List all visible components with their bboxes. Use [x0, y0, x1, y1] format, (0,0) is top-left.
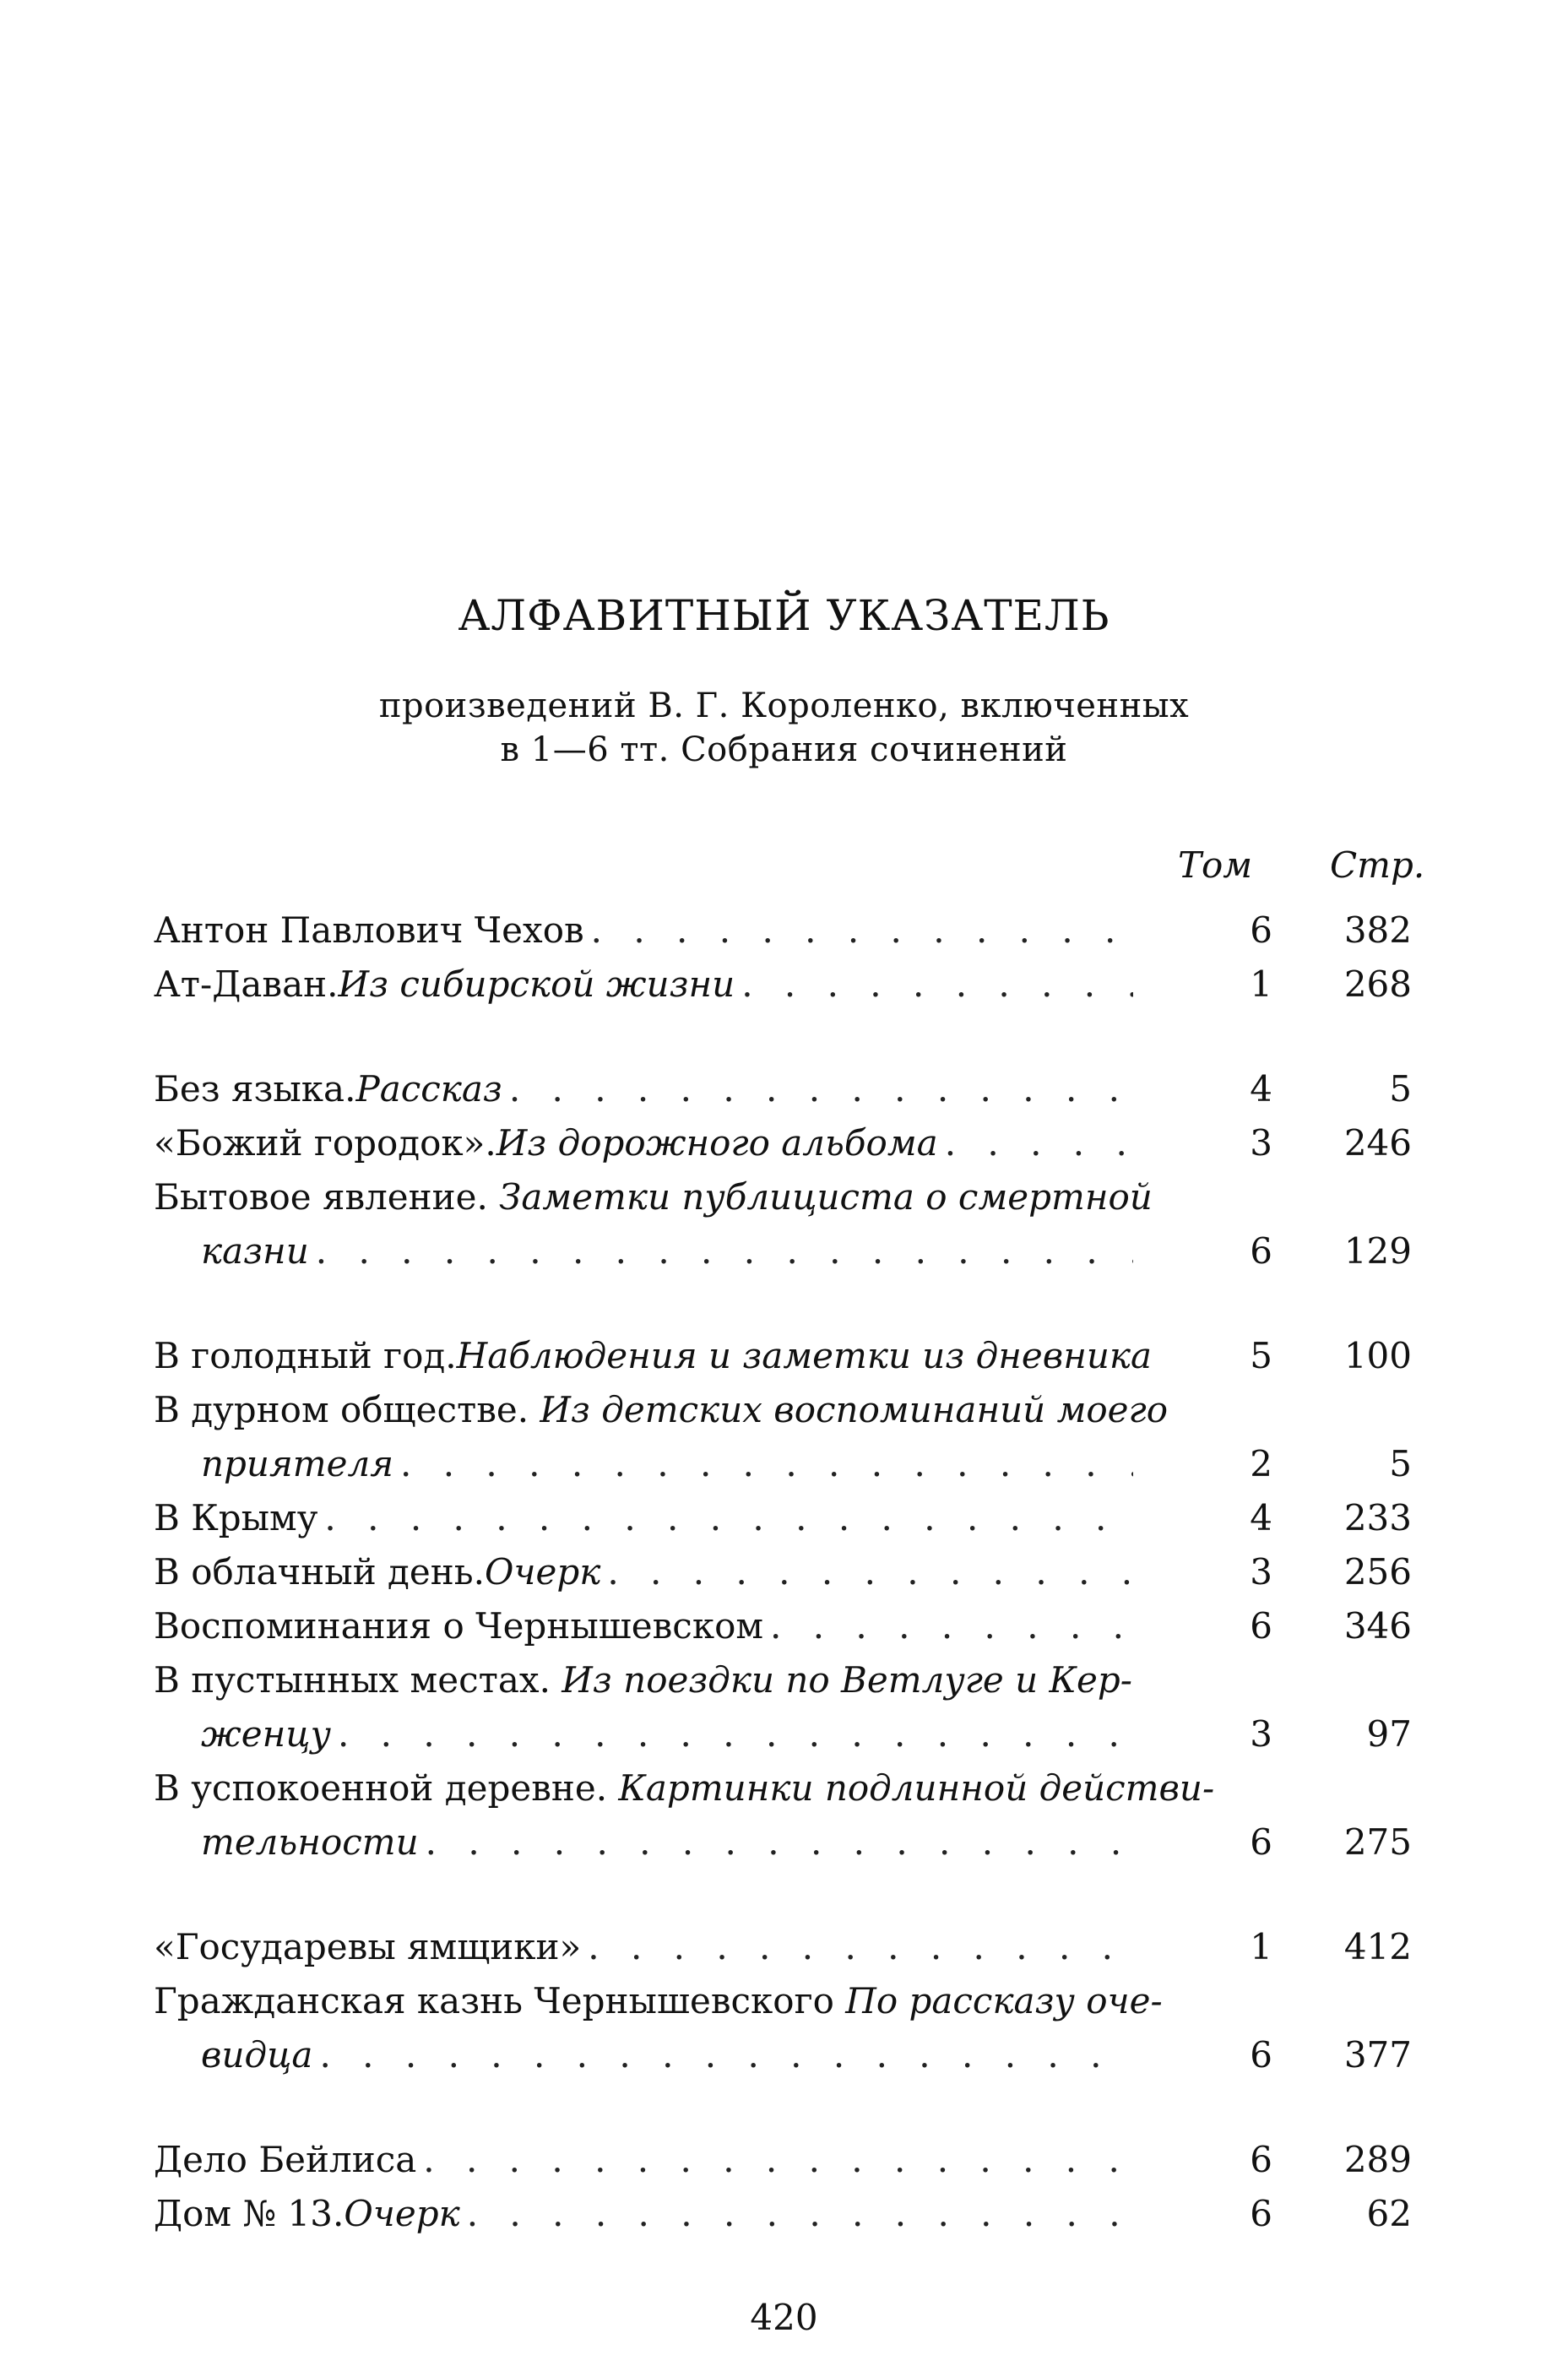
entry-page: 5 [1389, 1443, 1412, 1484]
index-group [154, 1062, 1412, 1278]
subtitle-line-1: произведений В. Г. Короленко, включенных [378, 686, 1190, 725]
entry-title: Гражданская казнь Чернышевского [154, 1980, 846, 2021]
entry-volume: 6 [1250, 2139, 1272, 2180]
entry-continuation: тельности [201, 1821, 419, 1863]
entry-page: 97 [1366, 1713, 1412, 1755]
entry-page: 246 [1343, 1122, 1412, 1164]
entry-title: В голодный год. [154, 1335, 457, 1376]
entry-volume: 1 [1250, 963, 1272, 1005]
index-entry [154, 904, 1412, 958]
entry-volume: 3 [1250, 1713, 1272, 1755]
index-entry [154, 1761, 1412, 1869]
page-number: 420 [750, 2297, 818, 2338]
entry-line [154, 1383, 1412, 1437]
entry-title: В пустынных местах. [154, 1659, 562, 1701]
index-entry [154, 1062, 1412, 1116]
index-entry [154, 958, 1412, 1012]
entry-subtitle: Наблюдения и заметки из дневника [456, 1335, 1153, 1376]
entry-page: 5 [1389, 1068, 1412, 1110]
leader-dots [770, 1599, 1133, 1653]
entry-title: Антон Павлович Чехов [154, 909, 584, 951]
leader-dots [588, 1920, 1133, 1974]
index-entry [154, 1545, 1412, 1599]
entry-page: 268 [1343, 963, 1412, 1005]
entry-volume: 5 [1250, 1335, 1272, 1376]
entry-title: Дело Бейлиса [154, 2139, 417, 2180]
column-header-volume: Том [1178, 844, 1253, 886]
index-title: АЛФАВИТНЫЙ УКАЗАТЕЛЬ [458, 591, 1110, 640]
index-entry [154, 1116, 1412, 1170]
leader-dots [316, 1224, 1133, 1278]
index-entry [154, 1170, 1412, 1278]
entry-subtitle: Заметки публициста о смертной [499, 1176, 1153, 1218]
entry-page: 346 [1343, 1605, 1412, 1647]
entry-subtitle: Из сибирской жизни [338, 963, 735, 1005]
leader-dots [509, 1062, 1133, 1116]
leader-dots [591, 904, 1133, 958]
entry-page: 275 [1343, 1821, 1412, 1863]
entry-volume: 4 [1250, 1497, 1272, 1538]
index-group [154, 1329, 1412, 1869]
leader-dots [607, 1545, 1133, 1599]
entry-volume: 3 [1250, 1551, 1272, 1593]
leader-dots [741, 958, 1133, 1012]
index-group [154, 2133, 1412, 2241]
entry-page: 233 [1343, 1497, 1412, 1538]
entry-line [154, 1974, 1412, 2028]
entry-page: 289 [1343, 2139, 1412, 2180]
index-entry [154, 1599, 1412, 1653]
entry-page: 377 [1343, 2034, 1412, 2076]
entry-volume: 1 [1250, 1926, 1272, 1967]
entry-title: Ат-Даван. [154, 963, 339, 1005]
entry-title: В успокоенной деревне. [154, 1767, 619, 1809]
entry-volume: 4 [1250, 1068, 1272, 1110]
entry-subtitle: Картинки подлинной действи- [618, 1767, 1215, 1809]
entry-page: 129 [1343, 1230, 1412, 1272]
leader-dots [319, 2028, 1133, 2082]
entry-page: 256 [1343, 1551, 1412, 1593]
leader-dots [324, 1491, 1133, 1545]
entry-title: «Государевы ямщики» [154, 1926, 582, 1967]
index-entry [154, 1920, 1412, 1974]
index-entry [154, 1491, 1412, 1545]
entry-subtitle: Из поездки по Ветлуге и Кер- [562, 1659, 1132, 1701]
leader-dots [945, 1116, 1133, 1170]
column-header-page: Стр. [1330, 844, 1425, 886]
leader-dots [467, 2187, 1133, 2241]
entry-title: В облачный день. [154, 1551, 485, 1593]
entry-title: Бытовое явление. [154, 1176, 500, 1218]
entry-continuation: казни [201, 1230, 309, 1272]
entry-subtitle: По рассказу оче- [845, 1980, 1163, 2021]
entry-title: В дурном обществе. [154, 1389, 540, 1430]
entry-subtitle: Очерк [344, 2193, 460, 2234]
entry-subtitle: Из детских воспоминаний моего [540, 1389, 1169, 1430]
entry-volume: 6 [1250, 1230, 1272, 1272]
entry-title: Без языка. [154, 1068, 356, 1110]
entry-line [154, 1170, 1412, 1224]
entry-continuation: приятеля [201, 1443, 394, 1484]
leader-dots [338, 1707, 1133, 1761]
entry-volume: 6 [1250, 2034, 1272, 2076]
entry-title: Воспоминания о Чернышевском [154, 1605, 764, 1647]
index-subtitle [0, 684, 1568, 772]
index-entry [154, 2133, 1412, 2187]
entry-volume: 2 [1250, 1443, 1272, 1484]
index-group [154, 904, 1412, 1012]
entry-page: 62 [1366, 2193, 1412, 2234]
entry-line [154, 1653, 1412, 1707]
entry-title: Дом № 13. [154, 2193, 345, 2234]
index-list [154, 904, 1412, 2292]
index-entry [154, 1974, 1412, 2082]
entry-page: 412 [1343, 1926, 1412, 1967]
entry-line [154, 1761, 1412, 1815]
subtitle-line-2: в 1—6 тт. Собрания сочинений [500, 730, 1068, 769]
entry-subtitle: Из дорожного альбома [496, 1122, 938, 1164]
entry-volume: 3 [1250, 1122, 1272, 1164]
leader-dots [400, 1437, 1133, 1491]
index-entry [154, 1329, 1412, 1383]
entry-subtitle: Очерк [484, 1551, 601, 1593]
entry-page: 100 [1343, 1335, 1412, 1376]
entry-subtitle: Рассказ [355, 1068, 502, 1110]
entry-continuation: видца [201, 2034, 313, 2076]
entry-volume: 6 [1250, 909, 1272, 951]
leader-dots [423, 2133, 1133, 2187]
entry-continuation: женцу [201, 1713, 331, 1755]
leader-dots [426, 1815, 1133, 1869]
index-group [154, 1920, 1412, 2082]
entry-volume: 6 [1250, 2193, 1272, 2234]
entry-title: В Крыму [154, 1497, 318, 1538]
entry-volume: 6 [1250, 1605, 1272, 1647]
index-entry [154, 1383, 1412, 1491]
index-entry [154, 2187, 1412, 2241]
entry-title: «Божий городок». [154, 1122, 496, 1164]
entry-page: 382 [1343, 909, 1412, 951]
entry-volume: 6 [1250, 1821, 1272, 1863]
index-entry [154, 1653, 1412, 1761]
